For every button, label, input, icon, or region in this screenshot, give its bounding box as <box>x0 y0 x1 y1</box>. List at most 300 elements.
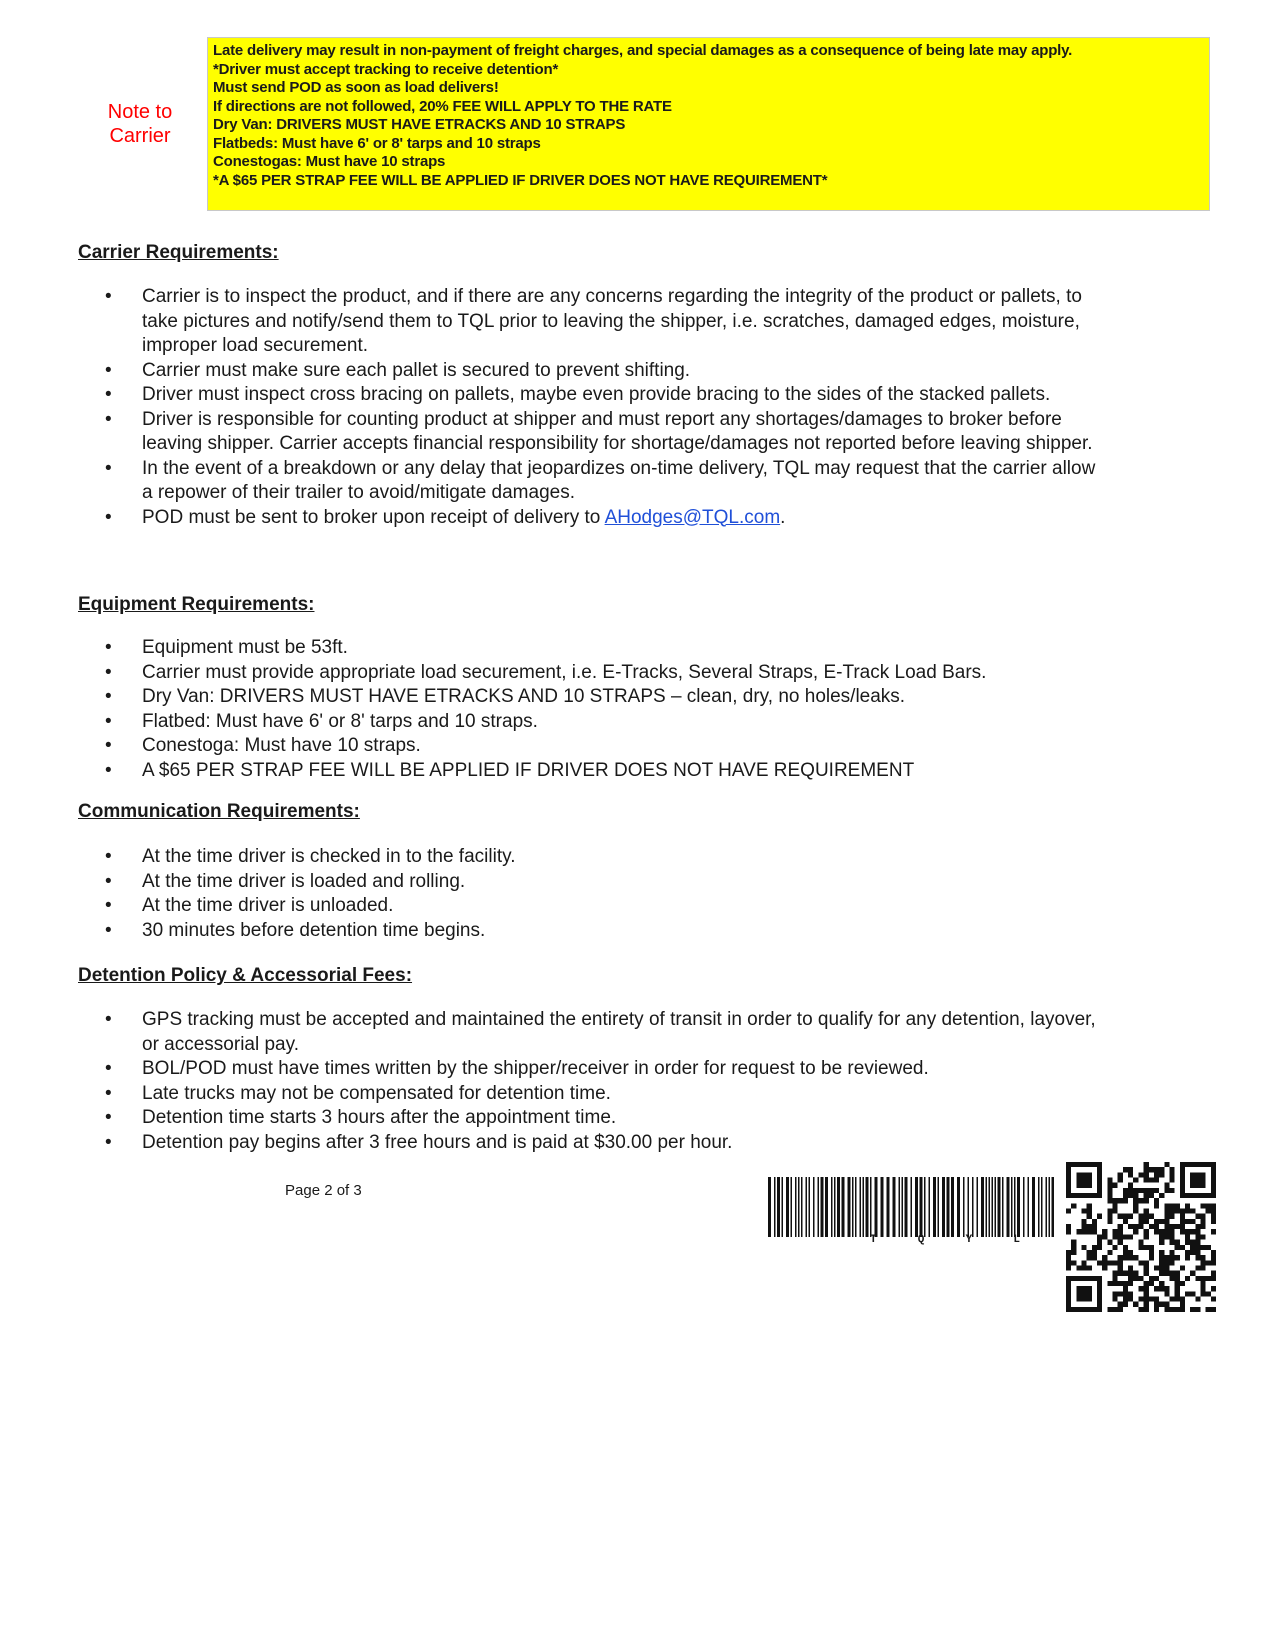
qr-module <box>1138 1296 1143 1301</box>
list-item: • 30 minutes before detention time begins. <box>100 919 1100 944</box>
qr-module <box>1097 1286 1102 1291</box>
qr-module <box>1087 1250 1092 1255</box>
qr-module <box>1206 1162 1211 1167</box>
qr-module <box>1195 1307 1200 1312</box>
qr-module <box>1149 1214 1154 1219</box>
qr-module <box>1144 1281 1149 1286</box>
qr-module <box>1097 1245 1102 1250</box>
barcode-bar <box>1028 1177 1030 1237</box>
qr-module <box>1066 1162 1071 1167</box>
qr-module <box>1200 1245 1205 1250</box>
qr-module <box>1082 1276 1087 1281</box>
barcode-bar <box>860 1177 862 1237</box>
qr-module <box>1211 1260 1216 1265</box>
qr-module <box>1180 1188 1185 1193</box>
qr-module <box>1149 1276 1154 1281</box>
qr-module <box>1169 1276 1174 1281</box>
qr-module <box>1154 1167 1159 1172</box>
qr-module <box>1169 1234 1174 1239</box>
qr-module <box>1144 1167 1149 1172</box>
qr-module <box>1169 1167 1174 1172</box>
qr-module <box>1082 1209 1087 1214</box>
qr-module <box>1144 1219 1149 1224</box>
qr-module <box>1138 1198 1143 1203</box>
qr-module <box>1113 1183 1118 1188</box>
qr-module <box>1138 1224 1143 1229</box>
pod-suffix: . <box>780 506 786 528</box>
barcode-bar <box>911 1177 913 1237</box>
qr-module <box>1164 1162 1169 1167</box>
note-line: Flatbeds: Must have 6' or 8' tarps and 10 straps <box>213 134 541 152</box>
qr-module <box>1144 1296 1149 1301</box>
qr-module <box>1180 1214 1185 1219</box>
barcode-bar <box>837 1177 840 1237</box>
qr-module <box>1097 1296 1102 1301</box>
qr-module <box>1180 1224 1185 1229</box>
qr-module <box>1118 1271 1123 1276</box>
barcode-bar <box>1014 1177 1016 1237</box>
qr-module <box>1107 1260 1112 1265</box>
qr-module <box>1185 1291 1190 1296</box>
qr-module <box>1144 1307 1149 1312</box>
qr-module <box>1113 1209 1118 1214</box>
qr-module <box>1107 1209 1112 1214</box>
qr-module <box>1211 1193 1216 1198</box>
detention-policy-heading: Detention Policy & Accessorial Fees: <box>78 965 413 986</box>
qr-module <box>1118 1302 1123 1307</box>
qr-module <box>1066 1250 1071 1255</box>
barcode-bar <box>1041 1177 1043 1237</box>
qr-module <box>1123 1271 1128 1276</box>
qr-module <box>1149 1245 1154 1250</box>
qr-module <box>1138 1214 1143 1219</box>
qr-module <box>1175 1296 1180 1301</box>
pod-email-link[interactable]: AHodges@TQL.com <box>604 506 781 528</box>
qr-module <box>1185 1255 1190 1260</box>
qr-module <box>1195 1255 1200 1260</box>
qr-module <box>1159 1286 1164 1291</box>
qr-module <box>1164 1219 1169 1224</box>
barcode-bar <box>818 1177 820 1237</box>
qr-module <box>1082 1291 1087 1296</box>
qr-module <box>1211 1178 1216 1183</box>
qr-module <box>1066 1193 1071 1198</box>
barcode-bar <box>848 1177 851 1237</box>
qr-module <box>1211 1162 1216 1167</box>
qr-module <box>1092 1250 1097 1255</box>
qr-module <box>1071 1307 1076 1312</box>
qr-module <box>1159 1271 1164 1276</box>
qr-module <box>1154 1188 1159 1193</box>
qr-module <box>1195 1245 1200 1250</box>
qr-module <box>1113 1234 1118 1239</box>
qr-module <box>1149 1224 1154 1229</box>
qr-module <box>1092 1245 1097 1250</box>
barcode-bar <box>1032 1177 1035 1237</box>
qr-module <box>1082 1193 1087 1198</box>
qr-module <box>1169 1229 1174 1234</box>
qr-module <box>1082 1229 1087 1234</box>
qr-module <box>1149 1296 1154 1301</box>
note-line: *A $65 PER STRAP FEE WILL BE APPLIED IF DRIVER DOES NOT HAVE REQUIREMENT* <box>213 171 828 189</box>
qr-module <box>1123 1167 1128 1172</box>
qr-module <box>1169 1255 1174 1260</box>
barcode-bar <box>942 1177 945 1237</box>
qr-module <box>1180 1302 1185 1307</box>
qr-module <box>1169 1260 1174 1265</box>
qr-module <box>1149 1250 1154 1255</box>
qr-module <box>1133 1188 1138 1193</box>
qr-module <box>1123 1234 1128 1239</box>
list-item: • Driver must inspect cross bracing on pallets, maybe even provide bracing to the sides of the stacked pallets. <box>100 383 1100 408</box>
qr-module <box>1097 1162 1102 1167</box>
list-item: • BOL/POD must have times written by the shipper/receiver in order for request to be reviewed. <box>100 1057 1100 1082</box>
qr-module <box>1118 1255 1123 1260</box>
qr-module <box>1195 1193 1200 1198</box>
qr-module <box>1175 1307 1180 1312</box>
qr-module <box>1138 1260 1143 1265</box>
qr-module <box>1123 1214 1128 1219</box>
qr-module <box>1128 1214 1133 1219</box>
qr-module <box>1092 1307 1097 1312</box>
qr-module <box>1211 1276 1216 1281</box>
qr-module <box>1076 1172 1081 1177</box>
qr-module <box>1066 1178 1071 1183</box>
qr-module <box>1200 1265 1205 1270</box>
qr-module <box>1169 1296 1174 1301</box>
qr-module <box>1082 1178 1087 1183</box>
qr-module <box>1154 1296 1159 1301</box>
list-item: • Detention pay begins after 3 free hours and is paid at $30.00 per hour. <box>100 1131 1100 1156</box>
qr-module <box>1169 1307 1174 1312</box>
qr-module <box>1211 1203 1216 1208</box>
qr-module <box>1087 1307 1092 1312</box>
qr-module <box>1144 1209 1149 1214</box>
qr-module <box>1097 1234 1102 1239</box>
qr-module <box>1195 1183 1200 1188</box>
qr-module <box>1087 1214 1092 1219</box>
qr-module <box>1071 1245 1076 1250</box>
barcode-bar <box>989 1177 991 1237</box>
qr-module <box>1159 1234 1164 1239</box>
qr-module <box>1180 1229 1185 1234</box>
barcode-bar <box>957 1177 960 1237</box>
qr-module <box>1092 1229 1097 1234</box>
qr-module <box>1076 1296 1081 1301</box>
qr-module <box>1169 1214 1174 1219</box>
barcode-bar <box>981 1177 984 1237</box>
barcode-char: T <box>870 1234 877 1246</box>
qr-module <box>1082 1245 1087 1250</box>
qr-module <box>1180 1209 1185 1214</box>
qr-module <box>1154 1224 1159 1229</box>
qr-module <box>1180 1265 1185 1270</box>
qr-module <box>1138 1307 1143 1312</box>
qr-module <box>1169 1240 1174 1245</box>
qr-module <box>1133 1203 1138 1208</box>
qr-module <box>1118 1265 1123 1270</box>
barcode-bar <box>963 1177 965 1237</box>
note-line: Conestogas: Must have 10 straps <box>213 153 446 170</box>
barcode-bar <box>866 1177 869 1237</box>
qr-module <box>1159 1229 1164 1234</box>
list-item: • At the time driver is unloaded. <box>100 894 1100 919</box>
barcode-bar <box>951 1177 954 1237</box>
qr-module <box>1175 1255 1180 1260</box>
qr-module <box>1159 1302 1164 1307</box>
qr-module <box>1149 1188 1154 1193</box>
barcode-bar <box>972 1177 974 1237</box>
barcode-bar <box>899 1177 901 1237</box>
qr-module <box>1175 1240 1180 1245</box>
qr-module <box>1144 1193 1149 1198</box>
barcode-bar <box>809 1177 811 1237</box>
qr-module <box>1211 1229 1216 1234</box>
qr-module <box>1149 1255 1154 1260</box>
qr-module <box>1185 1240 1190 1245</box>
qr-module <box>1154 1229 1159 1234</box>
qr-module <box>1190 1209 1195 1214</box>
barcode-bar <box>929 1177 931 1237</box>
list-item: • Flatbed: Must have 6' or 8' tarps and 10 straps. <box>100 710 1100 735</box>
qr-module <box>1200 1255 1205 1260</box>
qr-module <box>1195 1229 1200 1234</box>
qr-module <box>1164 1271 1169 1276</box>
qr-module <box>1164 1209 1169 1214</box>
barcode-bar <box>786 1177 789 1237</box>
detention-policy-list <box>100 1008 1100 1155</box>
qr-module <box>1190 1178 1195 1183</box>
qr-module <box>1118 1214 1123 1219</box>
qr-module <box>1102 1265 1107 1270</box>
qr-module <box>1113 1291 1118 1296</box>
qr-module <box>1144 1198 1149 1203</box>
note-line: If directions are not followed, 20% FEE WILL APPLY TO THE RATE <box>213 97 672 115</box>
barcode-bar <box>1046 1177 1048 1237</box>
qr-module <box>1200 1203 1205 1208</box>
qr-module <box>1097 1302 1102 1307</box>
list-item: • Detention time starts 3 hours after the appointment time. <box>100 1106 1100 1131</box>
qr-module <box>1149 1281 1154 1286</box>
qr-module <box>1211 1296 1216 1301</box>
list-item: • Carrier is to inspect the product, and if there are any concerns regarding the integrity of the product or pallets, to take pictures and notify/send them to TQL prior to leaving the shipper, i.e. scratches, damaged edges, moisture, improper load securement. <box>100 285 1100 359</box>
qr-module <box>1076 1229 1081 1234</box>
qr-module <box>1118 1240 1123 1245</box>
qr-module <box>1087 1286 1092 1291</box>
qr-module <box>1159 1193 1164 1198</box>
list-item: • Dry Van: DRIVERS MUST HAVE ETRACKS AND 10 STRAPS – clean, dry, no holes/leaks. <box>100 685 1100 710</box>
qr-module <box>1211 1219 1216 1224</box>
qr-module <box>1107 1250 1112 1255</box>
qr-module <box>1144 1260 1149 1265</box>
list-item: • In the event of a breakdown or any delay that jeopardizes on-time delivery, TQL may request that the carrier allow a repower of their trailer to avoid/mitigate damages. <box>100 457 1100 506</box>
page-number: Page 2 of 3 <box>285 1182 362 1199</box>
pod-text: POD must be sent to broker upon receipt of delivery to <box>142 506 605 528</box>
qr-module <box>1107 1219 1112 1224</box>
qr-module <box>1087 1296 1092 1301</box>
qr-module <box>1211 1209 1216 1214</box>
qr-module <box>1138 1188 1143 1193</box>
barcode-bar <box>863 1177 865 1237</box>
qr-module <box>1087 1193 1092 1198</box>
barcode-bar <box>1023 1177 1025 1237</box>
barcode-bar <box>938 1177 940 1237</box>
qr-module <box>1097 1240 1102 1245</box>
qr-module <box>1195 1296 1200 1301</box>
barcode-bar <box>902 1177 904 1237</box>
barcode-bar <box>924 1177 926 1237</box>
qr-module <box>1159 1167 1164 1172</box>
list-item: • Driver is responsible for counting product at shipper and must report any shortages/damages to broker before leaving shipper. Carrier accepts financial responsibility for shortage/damages not reported before leaving shipper. <box>100 408 1100 457</box>
qr-module <box>1159 1219 1164 1224</box>
barcode-bar <box>977 1177 979 1237</box>
list-item: • A $65 PER STRAP FEE WILL BE APPLIED IF DRIVER DOES NOT HAVE REQUIREMENT <box>100 759 1100 784</box>
barcode-bar <box>1038 1177 1040 1237</box>
qr-module <box>1175 1271 1180 1276</box>
qr-module <box>1087 1178 1092 1183</box>
qr-module <box>1071 1240 1076 1245</box>
qr-module <box>1149 1193 1154 1198</box>
qr-module <box>1159 1250 1164 1255</box>
list-item: • Equipment must be 53ft. <box>100 636 1100 661</box>
qr-module <box>1071 1193 1076 1198</box>
qr-module <box>1113 1276 1118 1281</box>
qr-module <box>1154 1178 1159 1183</box>
qr-module <box>1087 1229 1092 1234</box>
qr-module <box>1113 1307 1118 1312</box>
qr-module <box>1087 1265 1092 1270</box>
qr-module <box>1149 1178 1154 1183</box>
qr-module <box>1211 1172 1216 1177</box>
list-item: • At the time driver is loaded and rolling. <box>100 870 1100 895</box>
qr-module <box>1144 1265 1149 1270</box>
qr-module <box>1149 1167 1154 1172</box>
qr-module <box>1107 1240 1112 1245</box>
barcode-bar <box>1002 1177 1004 1237</box>
qr-module <box>1154 1276 1159 1281</box>
qr-module <box>1169 1250 1174 1255</box>
qr-module <box>1200 1183 1205 1188</box>
qr-module <box>1102 1229 1107 1234</box>
qr-module <box>1066 1291 1071 1296</box>
qr-module <box>1123 1296 1128 1301</box>
qr-module <box>1087 1224 1092 1229</box>
qr-module <box>1200 1172 1205 1177</box>
qr-module <box>1066 1281 1071 1286</box>
qr-module <box>1154 1307 1159 1312</box>
qr-module <box>1180 1178 1185 1183</box>
qr-module <box>1200 1260 1205 1265</box>
qr-module <box>1082 1162 1087 1167</box>
barcode-bar <box>998 1177 1001 1237</box>
qr-module <box>1128 1271 1133 1276</box>
qr-module <box>1169 1172 1174 1177</box>
qr-module <box>1133 1224 1138 1229</box>
qr-module <box>1144 1188 1149 1193</box>
qr-module <box>1164 1260 1169 1265</box>
qr-module <box>1097 1260 1102 1265</box>
barcode-char: Q <box>917 1234 925 1246</box>
qr-module <box>1206 1193 1211 1198</box>
qr-module <box>1071 1162 1076 1167</box>
barcode-char: L <box>1013 1234 1020 1246</box>
qr-module <box>1066 1209 1071 1214</box>
qr-module <box>1159 1172 1164 1177</box>
qr-module <box>1123 1188 1128 1193</box>
qr-module <box>1133 1193 1138 1198</box>
qr-module <box>1133 1276 1138 1281</box>
qr-module <box>1169 1203 1174 1208</box>
qr-module <box>1118 1260 1123 1265</box>
qr-module <box>1123 1219 1128 1224</box>
qr-module <box>1211 1214 1216 1219</box>
qr-module <box>1185 1276 1190 1281</box>
qr-module <box>1128 1188 1133 1193</box>
qr-module <box>1190 1229 1195 1234</box>
barcode-bar <box>777 1177 780 1237</box>
qr-module <box>1195 1250 1200 1255</box>
qr-module <box>1200 1219 1205 1224</box>
barcode-bar <box>821 1177 824 1237</box>
qr-module <box>1097 1307 1102 1312</box>
qr-module <box>1066 1276 1071 1281</box>
barcode-bar <box>915 1177 918 1237</box>
qr-module <box>1154 1219 1159 1224</box>
barcode-bar <box>1049 1177 1051 1237</box>
qr-module <box>1071 1203 1076 1208</box>
qr-module <box>1169 1224 1174 1229</box>
qr-module <box>1107 1178 1112 1183</box>
barcode-bar <box>875 1177 878 1237</box>
qr-module <box>1107 1198 1112 1203</box>
qr-module <box>1128 1265 1133 1270</box>
barcode-bar <box>842 1177 845 1237</box>
barcode-bar <box>995 1177 997 1237</box>
qr-module <box>1164 1234 1169 1239</box>
qr-module <box>1076 1286 1081 1291</box>
qr-module <box>1128 1172 1133 1177</box>
qr-module <box>1195 1265 1200 1270</box>
qr-module <box>1164 1229 1169 1234</box>
qr-module <box>1113 1229 1118 1234</box>
qr-module <box>1128 1281 1133 1286</box>
qr-module <box>1138 1276 1143 1281</box>
qr-module <box>1071 1276 1076 1281</box>
qr-module <box>1092 1193 1097 1198</box>
qr-module <box>1087 1162 1092 1167</box>
list-item: • Carrier must provide appropriate load securement, i.e. E-Tracks, Several Straps, E-Track Load Bars. <box>100 661 1100 686</box>
barcode-bar <box>893 1177 896 1237</box>
qr-module <box>1206 1209 1211 1214</box>
qr-module <box>1123 1193 1128 1198</box>
qr-module <box>1169 1271 1174 1276</box>
list-item: • At the time driver is checked in to the facility. <box>100 845 1100 870</box>
barcode <box>768 1177 1054 1237</box>
qr-module <box>1190 1291 1195 1296</box>
qr-module <box>1118 1224 1123 1229</box>
qr-module <box>1133 1271 1138 1276</box>
qr-module <box>1123 1291 1128 1296</box>
qr-module <box>1185 1234 1190 1239</box>
qr-module <box>1195 1234 1200 1239</box>
qr-module <box>1185 1209 1190 1214</box>
qr-module <box>1066 1172 1071 1177</box>
qr-module <box>1082 1265 1087 1270</box>
qr-module <box>1066 1265 1071 1270</box>
barcode-bar <box>881 1177 884 1237</box>
barcode-bar <box>905 1177 908 1237</box>
qr-module <box>1123 1286 1128 1291</box>
